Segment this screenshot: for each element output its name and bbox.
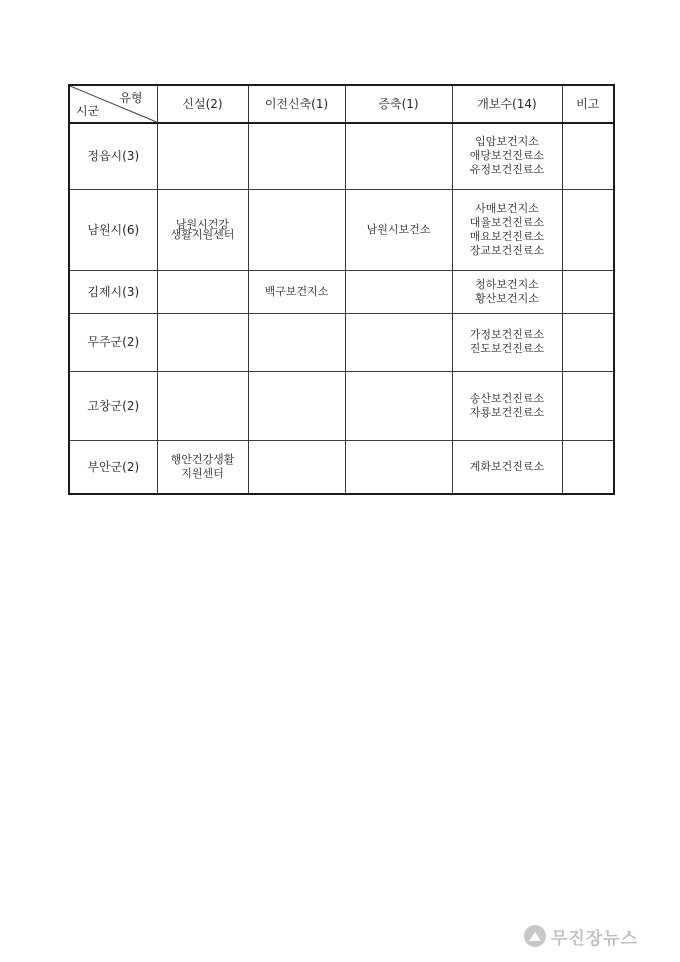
facility-name: 애당보건진료소 [469, 149, 545, 163]
table-header-row [69, 85, 614, 123]
relocate-cell [248, 440, 345, 494]
extend-cell [345, 313, 452, 371]
table-row [69, 440, 614, 494]
table-row [69, 313, 614, 371]
header-note: 비고 [562, 85, 614, 123]
extend-cell [345, 270, 452, 313]
repair-cell [452, 313, 562, 371]
new-cell [157, 270, 248, 313]
table-row [69, 189, 614, 270]
note-cell [562, 270, 614, 313]
header-relocate: 이전신축(1) [248, 85, 345, 123]
table-row [69, 123, 614, 189]
facility-name: 장교보건진료소 [469, 243, 545, 257]
repair-cell [452, 371, 562, 440]
facility-table [68, 84, 615, 495]
table-row [69, 270, 614, 313]
facility-name: 남원시보건소 [366, 222, 431, 236]
facility-name: 황산보건지소 [475, 291, 539, 305]
region-cell: 부안군(2) [69, 440, 157, 494]
new-cell [157, 189, 248, 270]
watermark-text: 무진장뉴스 [551, 928, 639, 949]
repair-cell [452, 440, 562, 494]
facility-name: 행안건강생활 [170, 452, 235, 466]
facility-name: 진도보건진료소 [469, 342, 545, 355]
header-new: 신설(2) [157, 85, 248, 123]
facility-name: 지원센터 [181, 466, 224, 480]
extend-cell [345, 189, 452, 270]
new-cell [157, 313, 248, 371]
new-cell [157, 123, 248, 189]
extend-cell [345, 440, 452, 494]
repair-cell [452, 123, 562, 189]
mountain-logo-icon [524, 925, 546, 947]
facility-name: 가정보건진료소 [469, 328, 545, 341]
corner-type-label: 유형 [119, 91, 143, 105]
facility-name: 유정보건진료소 [469, 163, 545, 177]
corner-region-label: 시군 [76, 104, 100, 118]
facility-name: 자룡보건진료소 [469, 405, 545, 419]
region-cell: 고창군(2) [69, 371, 157, 440]
facility-name: 남원시건강 [175, 217, 230, 231]
note-cell [562, 313, 614, 371]
news-watermark [524, 922, 670, 950]
region-cell: 김제시(3) [69, 270, 157, 313]
table-row [69, 371, 614, 440]
note-cell [562, 123, 614, 189]
repair-cell [452, 270, 562, 313]
region-cell: 남원시(6) [69, 189, 157, 270]
new-cell [157, 440, 248, 494]
relocate-cell [248, 270, 345, 313]
extend-cell [345, 123, 452, 189]
facility-name: 사매보건지소 [475, 201, 539, 215]
facility-name: 매요보건진료소 [469, 229, 545, 243]
new-cell [157, 371, 248, 440]
note-cell [562, 371, 614, 440]
corner-header-cell [69, 85, 157, 123]
facility-name: 생활지원센터 [170, 227, 235, 241]
note-cell [562, 189, 614, 270]
facility-name: 백구보건지소 [264, 284, 329, 298]
facility-name: 입암보건지소 [475, 135, 539, 149]
region-cell: 정읍시(3) [69, 123, 157, 189]
note-cell [562, 440, 614, 494]
relocate-cell [248, 371, 345, 440]
header-extend: 증축(1) [345, 85, 452, 123]
facility-name: 송산보건진료소 [469, 391, 545, 405]
repair-cell [452, 189, 562, 270]
facility-name: 계화보건진료소 [469, 459, 545, 473]
header-repair: 개보수(14) [452, 85, 562, 123]
relocate-cell [248, 189, 345, 270]
facility-name: 대율보건진료소 [469, 215, 545, 229]
relocate-cell [248, 313, 345, 371]
relocate-cell [248, 123, 345, 189]
facility-name: 청하보건지소 [475, 277, 539, 291]
region-cell: 무주군(2) [69, 313, 157, 371]
extend-cell [345, 371, 452, 440]
